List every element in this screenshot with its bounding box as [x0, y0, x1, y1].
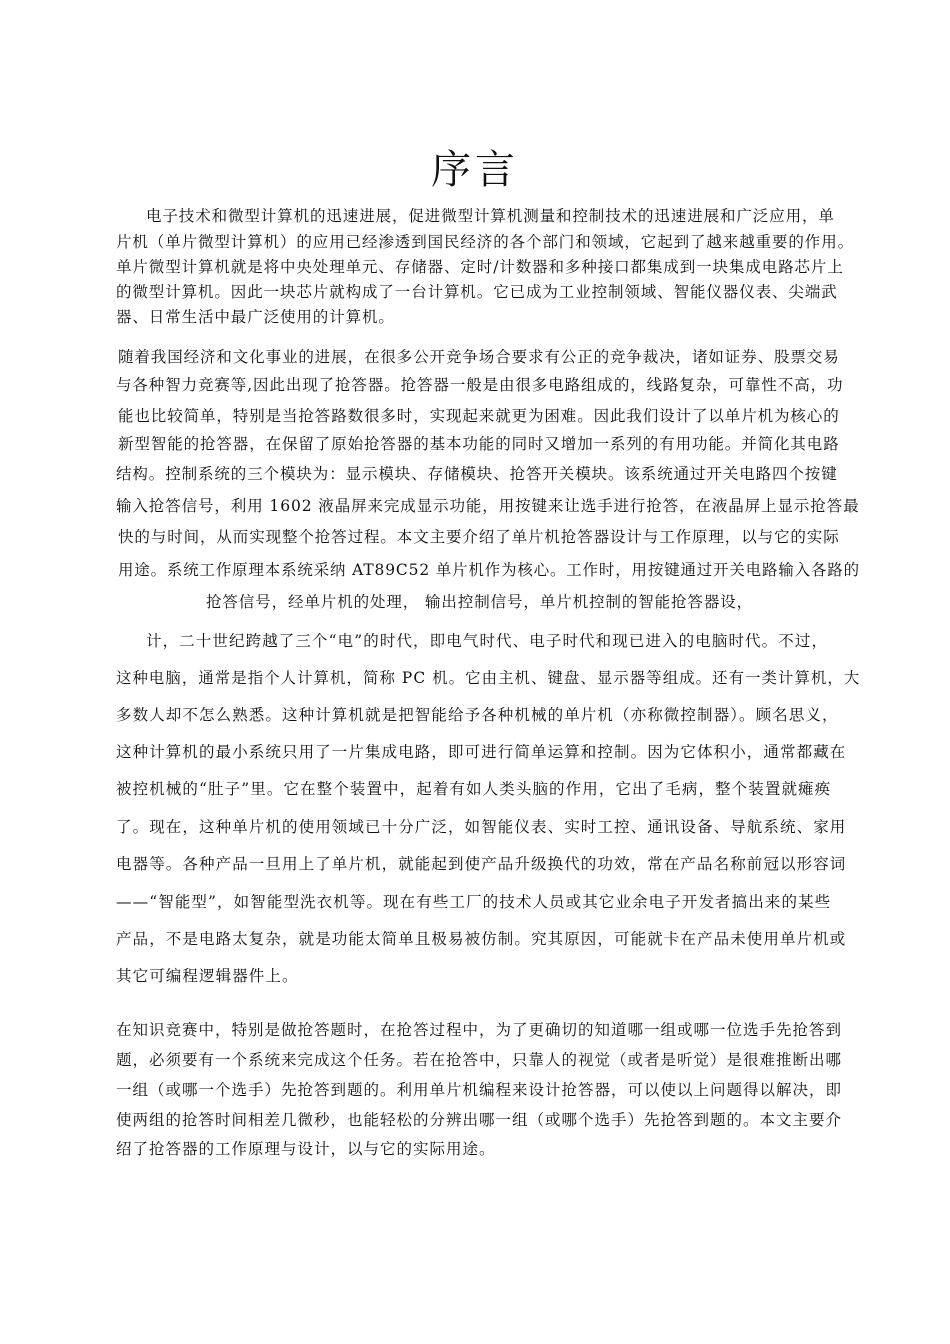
paragraph-line: 使两组的抢答时间相差几微秒，也能轻松的分辨出哪一组（或哪个选手）先抢答到题的。本文主要介	[116, 1111, 843, 1129]
paragraph-line: 了。现在，这种单片机的使用领域已十分广泛，如智能仪表、实时工控、通讯设备、导航系统、家用	[116, 818, 847, 836]
page-title: 序言	[431, 147, 519, 193]
paragraph-line: 这种电脑，通常是指个人计算机，简称 PC 机。它由主机、键盘、显示器等组成。还有一类计算机，大	[116, 669, 861, 687]
paragraph-line: 抢答信号，经单片机的处理， 输出控制信号，单片机控制的智能抢答器设，	[206, 593, 754, 611]
paragraph-line: 绍了抢答器的工作原理与设计，以与它的实际用途。	[116, 1140, 496, 1158]
paragraph-line: 被控机械的“肚子”里。它在整个装置中，起着有如人类头脑的作用，它出了毛病，整个装置就瘫痪	[116, 780, 832, 798]
paragraph-line: 随着我国经济和文化事业的进展，在很多公开竞争场合要求有公正的竞争裁决，诸如证券、股票交易	[118, 348, 840, 366]
paragraph-line: 这种计算机的最小系统只用了一片集成电路，即可进行简单运算和控制。因为它体积小，通常都藏在	[116, 743, 847, 761]
paragraph-line: 在知识竞赛中，特别是做抢答题时，在抢答过程中，为了更确切的知道哪一组或哪一位选手先抢答到	[116, 1021, 843, 1039]
paragraph-line: 计，二十世纪跨越了三个“电”的时代，即电气时代、电子时代和现已进入的电脑时代。不过，	[146, 632, 829, 650]
paragraph-line: 产品，不是电路太复杂，就是功能太简单且极易被仿制。究其原因，可能就卡在产品未使用单片机或	[116, 930, 847, 948]
paragraph-line: 的微型计算机。因此一块芯片就构成了一台计算机。它已成为工业控制领域、智能仪器仪表、尖端武	[116, 283, 838, 301]
paragraph-line: 电器等。各种产品一旦用上了单片机，就能起到使产品升级换代的功效，常在产品名称前冠以形容词	[116, 855, 847, 873]
paragraph-line: 片机（单片微型计算机）的应用已经渗透到国民经济的各个部门和领域，它起到了越来越重要的作用。	[116, 233, 855, 251]
paragraph-line: 与各种智力竞赛等,因此出现了抢答器。抢答器一般是由很多电路组成的，线路复杂，可靠性不高，功	[116, 376, 844, 394]
paragraph-line: 快的与时间，从而实现整个抢答过程。本文主要介绍了单片机抢答器设计与工作原理，以与它的实际	[118, 528, 840, 546]
paragraph-line: 能也比较简单，特别是当抢答路数很多时，实现起来就更为困难。因此我们设计了以单片机为核心的	[118, 407, 840, 425]
paragraph-line: 其它可编程逻辑器件上。	[116, 967, 299, 985]
paragraph-line: 题，必须要有一个系统来完成这个任务。若在抢答中，只靠人的视觉（或者是听觉）是很难推断出哪	[116, 1051, 843, 1069]
paragraph-line: 电子技术和微型计算机的迅速进展，促进微型计算机测量和控制技术的迅速进展和广泛应用，单	[146, 207, 835, 225]
paragraph-line: 新型智能的抢答器，在保留了原始抢答器的基本功能的同时又增加一系列的有用功能。并简化其电路	[118, 435, 840, 453]
paragraph-line: 结构。控制系统的三个模块为：显示模块、存储模块、抢答开关模块。该系统通过开关电路四个按键	[116, 465, 838, 483]
paragraph-line: ——“智能型”，如智能型洗衣机等。现在有些工厂的技术人员或其它业余电子开发者搞出来的某些	[116, 893, 832, 911]
paragraph-line: 输入抢答信号，利用 1602 液晶屏来完成显示功能，用按键来让选手进行抢答，在液晶屏上显示抢答最	[116, 497, 860, 515]
paragraph-line: 器、日常生活中最广泛使用的计算机。	[116, 308, 395, 326]
paragraph-line: 单片微型计算机就是将中央处理单元、存储器、定时/计数器和多种接口都集成到一块集成电路芯片上	[116, 258, 844, 276]
paragraph-line: 一组（或哪一个选手）先抢答到题的。利用单片机编程来设计抢答器，可以使以上问题得以解决，即	[116, 1081, 843, 1099]
paragraph-line: 用途。系统工作原理本系统采纳 AT89C52 单片机作为核心。工作时，用按键通过开关电路输入各路的	[118, 561, 860, 579]
paragraph-line: 多数人却不怎么熟悉。这种计算机就是把智能给予各种机械的单片机（亦称微控制器）。顾名思义，	[116, 706, 839, 724]
